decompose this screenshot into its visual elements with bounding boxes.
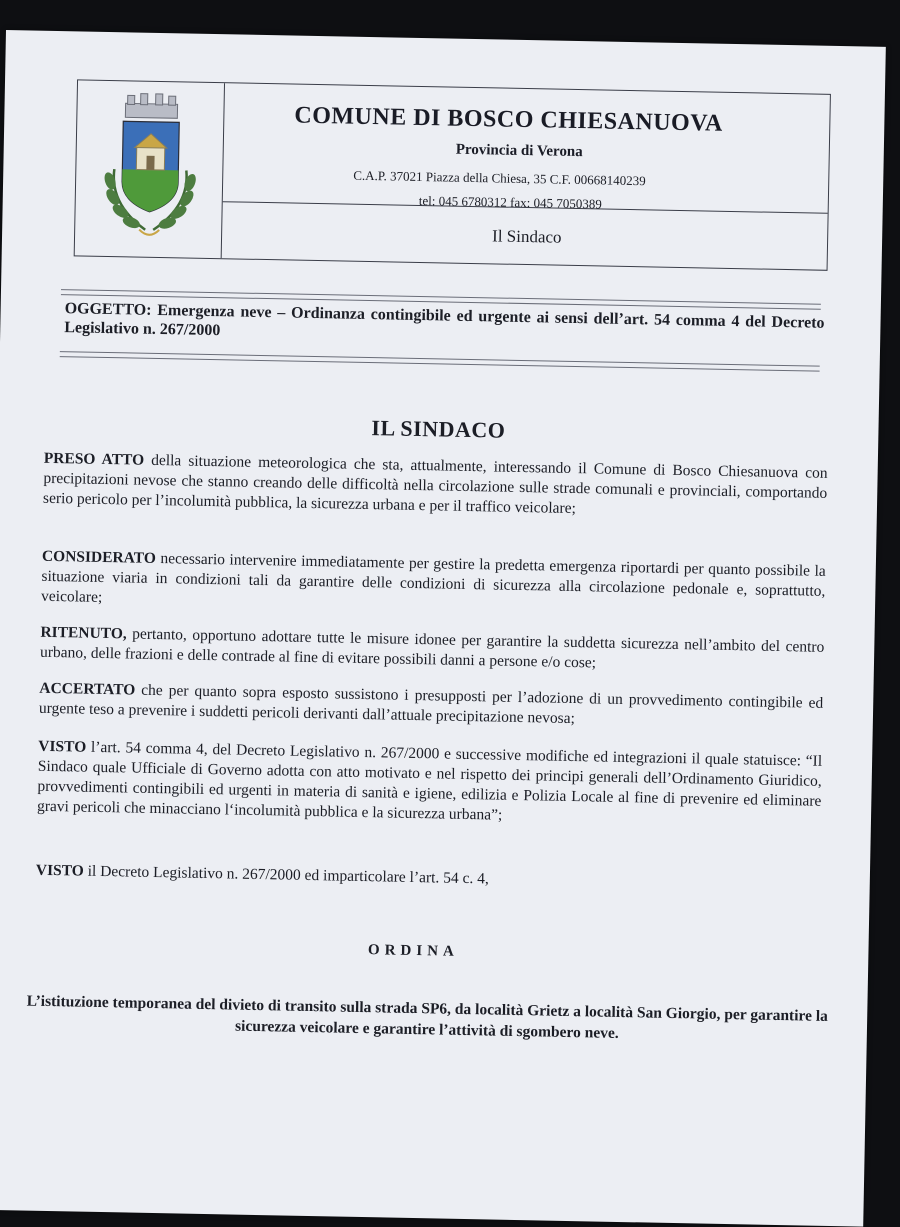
- paragraph-lead: CONSIDERATO: [41, 547, 157, 567]
- divider-bottom: [60, 351, 820, 372]
- section-title: IL SINDACO: [371, 415, 506, 443]
- coat-of-arms-icon: [93, 89, 208, 251]
- letterhead: [74, 79, 831, 270]
- paragraph-text: pertanto, opportuno adottare tutte le misure idonee per garantire la suddetta sicurezza nell’ambito del centro urbano, delle frazioni e delle contrade al fine di evitare possibili danni a persone e/o cose;: [39, 625, 825, 672]
- address-line: C.A.P. 37021 Piazza della Chiesa, 35 C.F. 00668140239: [353, 167, 646, 189]
- paragraph-visto-art54: [37, 737, 822, 832]
- paragraph-preso-atto: [43, 449, 828, 524]
- paragraph-lead: RITENUTO,: [40, 623, 127, 643]
- paragraph-text: necessario intervenire immediatamente per gestire la predetta emergenza riportardi per quanto possibile la situazione viaria in condizioni tali da garantire delle condizioni di sicurezza alla circolazione pedonale e, soprattutto, veicolare;: [40, 549, 826, 606]
- office-cell: [222, 201, 828, 270]
- province-name: Provincia di Verona: [455, 141, 583, 161]
- paragraph-lead: VISTO: [35, 861, 84, 880]
- subject-line: OGGETTO: Emergenza neve – Ordinanza contingibile ed urgente ai sensi dell’art. 54 comma 4 del Decreto Legislativo n. 267/2000: [64, 300, 825, 340]
- document-page: [0, 30, 886, 1227]
- paragraph-text: il Decreto Legislativo n. 267/2000 ed imparticolare l’art. 54 c. 4,: [83, 862, 489, 888]
- municipality-info: [223, 83, 830, 214]
- office-label: Il Sindaco: [491, 226, 562, 247]
- paragraph-text: che per quanto sopra esposto sussistono i presupposti per l’adozione di un provvedimento contingibile ed urgente teso a prevenire i suddetti pericoli derivanti dall’attuale precipitazione nevosa;: [38, 681, 824, 728]
- ordina-heading: ORDINA: [367, 942, 459, 960]
- paragraph-visto-decreto: [36, 861, 820, 896]
- paragraph-accertato: [39, 679, 824, 734]
- paragraph-lead: VISTO: [38, 737, 87, 756]
- crest-cell: [75, 80, 225, 258]
- order-statement: L’istituzione temporanea del divieto di transito sulla strada SP6, da località Grietz a località San Giorgio, per garantire la sicurezza veicolare e garantire l’attività di sgombero neve.: [26, 992, 829, 1042]
- municipality-name: COMUNE DI BOSCO CHIESANUOVA: [294, 102, 724, 137]
- paragraph-text: l’art. 54 comma 4, del Decreto Legislativo n. 267/2000 e successive modifiche ed integrazioni il quale statuisce: “Il Sindaco quale Ufficiale di Governo adotta con atto motivato e nel rispetto dei principi generali dell’Ordinamento Giuridico, provvedimenti contingibili ed urgenti in materia di sanità e igiene, edilizia e Polizia Locale al fine di prevenire ed eliminare gravi pericoli che minacciano l‘incolumità pubblica e la sicurezza urbana”;: [36, 738, 823, 824]
- paragraph-lead: ACCERTATO: [39, 679, 136, 699]
- paragraph-lead: PRESO ATTO: [43, 449, 145, 469]
- paragraph-considerato: [41, 547, 826, 622]
- contacts-line: tel: 045 6780312 fax: 045 7050389: [418, 192, 602, 212]
- paragraph-ritenuto: [40, 623, 825, 678]
- paragraph-text: della situazione meteorologica che sta, attualmente, interessando il Comune di Bosco Chiesanuova con precipitazioni nevose che stanno creando delle difficoltà nella circolazione sulle strade comunali e provinciali, comportando serio pericolo per l’incolumità pubblica, la sicurezza urbana e per il traffico veicolare;: [42, 451, 828, 518]
